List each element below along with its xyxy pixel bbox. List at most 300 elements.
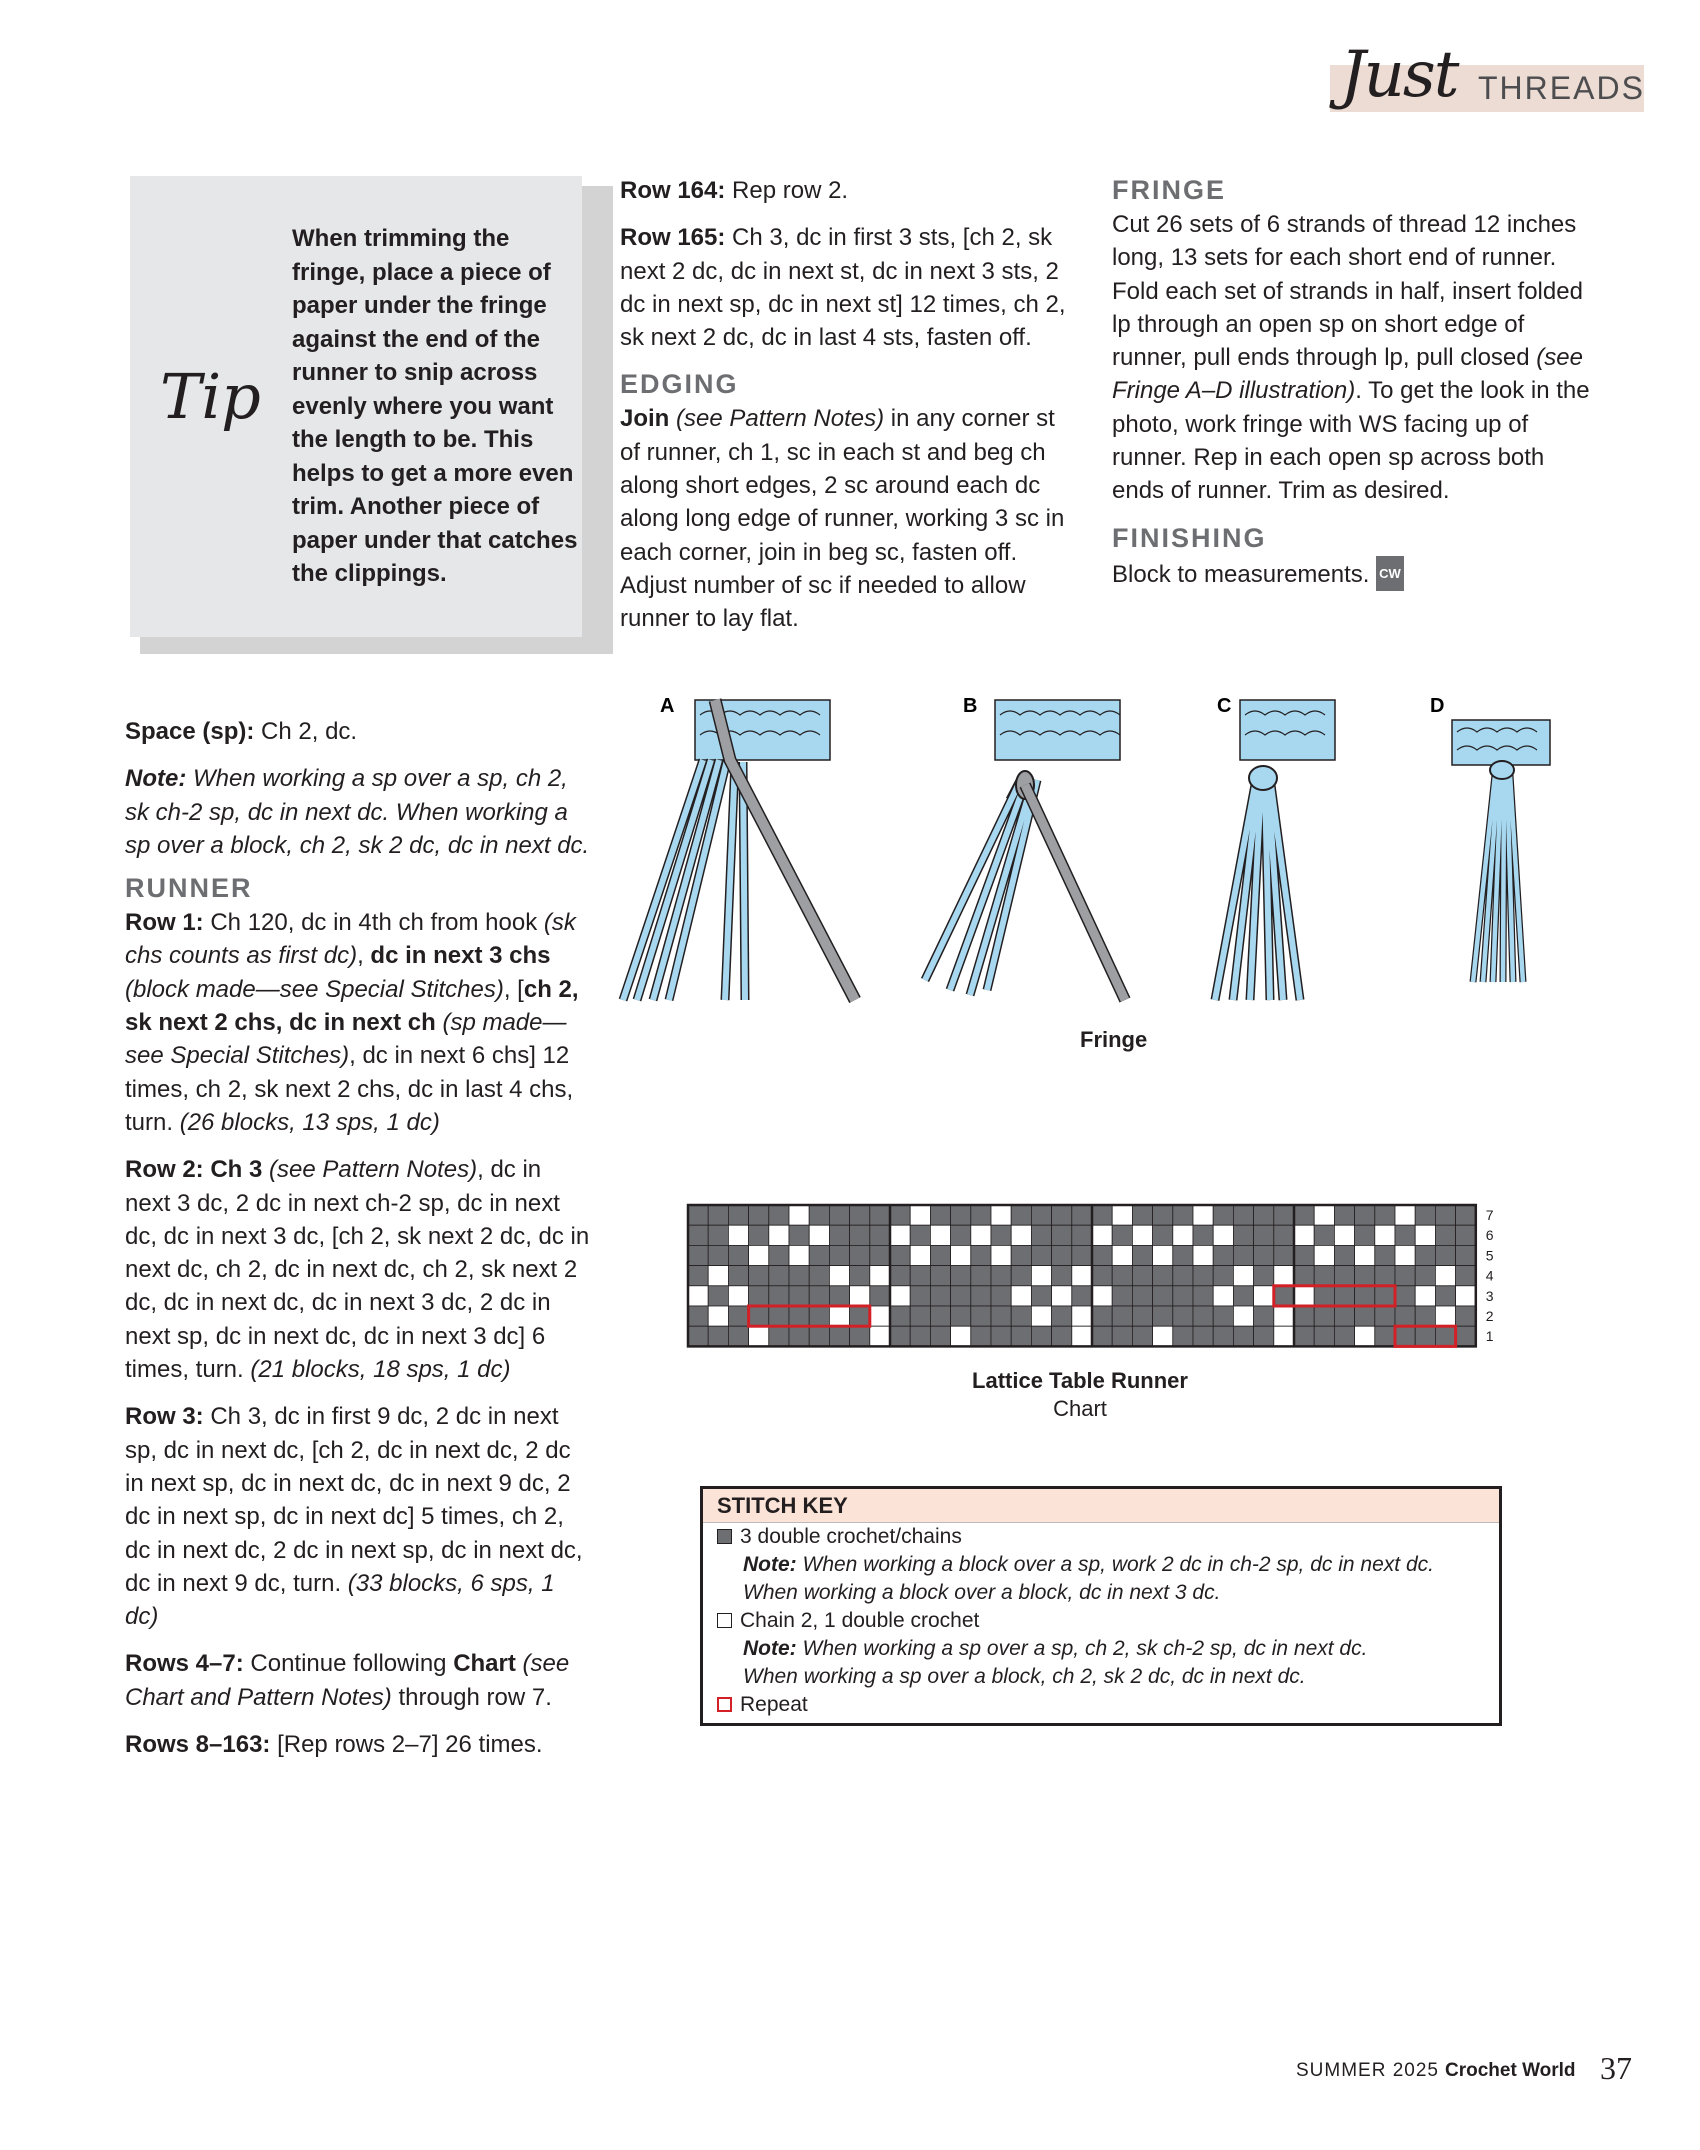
- chart-block-cell: [688, 1266, 708, 1286]
- chart-block-cell: [749, 1225, 769, 1245]
- chart-block-cell: [1031, 1286, 1051, 1306]
- chart-space-cell: [1072, 1306, 1092, 1326]
- chart-block-cell: [971, 1266, 991, 1286]
- right-column: [1112, 174, 1592, 605]
- chart-row-label: 6: [1485, 1227, 1494, 1244]
- chart-space-cell: [1031, 1266, 1051, 1286]
- chart-space-cell: [870, 1266, 890, 1286]
- chart-space-cell: [951, 1245, 971, 1265]
- chart-block-cell: [890, 1326, 910, 1346]
- edging-heading: EDGING: [620, 369, 739, 400]
- chart-block-cell: [1294, 1266, 1314, 1286]
- row-1: Row 1: Ch 120, dc in 4th ch from hook (sk chs counts as first dc), dc in next 3 chs (block made—see Special Stitches), [ch 2, sk next 2 chs, dc in next ch (sp made—see Special Stitches), dc in next 6 chs] 12 times, ch 2, sk next 2 chs, dc in last 4 chs, turn. (26 blocks, 13 sps, 1 dc): [125, 909, 579, 1136]
- chart-block-cell: [1092, 1205, 1112, 1225]
- chart-block-cell: [1375, 1266, 1395, 1286]
- fringe-letter-c: C: [1217, 695, 1232, 717]
- chart-block-cell: [1395, 1225, 1415, 1245]
- chart-block-cell: [850, 1225, 870, 1245]
- chart-space-cell: [1435, 1266, 1455, 1286]
- chart-block-cell: [728, 1306, 748, 1326]
- chart-block-cell: [829, 1286, 849, 1306]
- chart-block-cell: [809, 1205, 829, 1225]
- chart-block-cell: [1011, 1205, 1031, 1225]
- chart-block-cell: [1031, 1205, 1051, 1225]
- chart-block-cell: [1213, 1266, 1233, 1286]
- chart-block-cell: [1314, 1225, 1334, 1245]
- chart-block-cell: [1355, 1225, 1375, 1245]
- chart-block-cell: [1375, 1205, 1395, 1225]
- chart-block-cell: [1435, 1245, 1455, 1265]
- chart-block-cell: [1092, 1245, 1112, 1265]
- chart-block-cell: [951, 1286, 971, 1306]
- chart-block-cell: [1153, 1266, 1173, 1286]
- chart-block-cell: [1173, 1245, 1193, 1265]
- chart-block-cell: [1132, 1306, 1152, 1326]
- chart-space-cell: [1072, 1326, 1092, 1346]
- section-script-label: Just: [1340, 38, 1458, 112]
- chart-block-cell: [769, 1326, 789, 1346]
- chart-block-cell: [991, 1266, 1011, 1286]
- chart-block-cell: [1355, 1266, 1375, 1286]
- chart-block-cell: [1274, 1245, 1294, 1265]
- fringe-letter-a: A: [660, 695, 675, 717]
- chart-block-cell: [1415, 1245, 1435, 1265]
- key-space-note-2: When working a sp over a block, ch 2, sk 2 dc, dc in next dc.: [743, 1665, 1306, 1688]
- chart-space-cell: [708, 1266, 728, 1286]
- chart-block-cell: [910, 1286, 930, 1306]
- chart-block-cell: [1456, 1225, 1476, 1245]
- chart-block-cell: [1254, 1306, 1274, 1326]
- fringe-heading: FRINGE: [1112, 175, 1227, 205]
- chart-block-cell: [930, 1306, 950, 1326]
- chart-block-cell: [930, 1266, 950, 1286]
- chart-space-cell: [1334, 1225, 1354, 1245]
- chart-block-cell: [971, 1306, 991, 1326]
- chart-block-cell: [1153, 1225, 1173, 1245]
- chart-block-cell: [1395, 1306, 1415, 1326]
- chart-block-cell: [1092, 1306, 1112, 1326]
- chart-space-cell: [910, 1245, 930, 1265]
- chart-space-cell: [1193, 1245, 1213, 1265]
- space-note: Note: When working a sp over a sp, ch 2, sk ch-2 sp, dc in next dc. When working a sp over a block, ch 2, sk 2 dc, dc in next dc.: [125, 765, 590, 859]
- chart-block-cell: [850, 1205, 870, 1225]
- chart-block-cell: [789, 1326, 809, 1346]
- chart-block-cell: [829, 1205, 849, 1225]
- chart-row-label: 5: [1485, 1247, 1494, 1264]
- chart-block-cell: [1375, 1326, 1395, 1346]
- chart-block-cell: [1395, 1286, 1415, 1306]
- chart-block-cell: [1233, 1205, 1253, 1225]
- chart-block-cell: [1112, 1225, 1132, 1245]
- chart-block-cell: [1375, 1286, 1395, 1306]
- chart-block-cell: [1375, 1306, 1395, 1326]
- chart-block-cell: [991, 1286, 1011, 1306]
- chart-block-cell: [850, 1306, 870, 1326]
- chart-space-cell: [1031, 1306, 1051, 1326]
- chart-block-cell: [1294, 1245, 1314, 1265]
- chart-block-cell: [870, 1225, 890, 1245]
- chart-space-cell: [890, 1225, 910, 1245]
- chart-block-cell: [1355, 1205, 1375, 1225]
- chart-space-cell: [991, 1245, 1011, 1265]
- chart-block-cell: [971, 1245, 991, 1265]
- issue-label: SUMMER 2025: [1296, 2060, 1439, 2081]
- chart-space-cell: [1375, 1225, 1395, 1245]
- chart-space-cell: [1011, 1286, 1031, 1306]
- chart-block-cell: [1092, 1326, 1112, 1346]
- chart-block-cell: [850, 1266, 870, 1286]
- chart-space-cell: [1153, 1326, 1173, 1346]
- chart-block-cell: [1072, 1286, 1092, 1306]
- fringe-text: Cut 26 sets of 6 strands of thread 12 inches long, 13 sets for each short end of runner. Fold each set of strands in half, insert folded lp through an open sp on short edge of runner, pull ends through lp, pull closed (see Fringe A–D illustration). To get the look in the photo, work fringe with WS facing up of runner. Rep in each open sp across both ends of runner. Trim as desired.: [1112, 211, 1590, 505]
- chart-block-cell: [930, 1286, 950, 1306]
- chart-block-cell: [1112, 1306, 1132, 1326]
- chart-block-cell: [890, 1266, 910, 1286]
- cw-end-badge: CW: [1376, 556, 1404, 591]
- chart-block-cell: [769, 1306, 789, 1326]
- chart-block-cell: [991, 1225, 1011, 1245]
- chart-block-cell: [769, 1245, 789, 1265]
- chart-block-cell: [1052, 1245, 1072, 1265]
- chart-block-cell: [749, 1266, 769, 1286]
- chart-block-cell: [1314, 1326, 1334, 1346]
- chart-space-cell: [991, 1205, 1011, 1225]
- chart-row-label: 4: [1485, 1267, 1494, 1284]
- chart-block-cell: [1233, 1286, 1253, 1306]
- chart-space-cell: [1052, 1286, 1072, 1306]
- tip-text: When trimming the fringe, place a piece of paper under the fringe against the end of the runner to snip across evenly where you want the length to be. This helps to get a more even trim. Another piece of paper under that catches the clippings.: [292, 225, 578, 587]
- chart-block-cell: [1193, 1266, 1213, 1286]
- chart-block-cell: [809, 1326, 829, 1346]
- chart-block-cell: [870, 1286, 890, 1306]
- middle-column: [620, 174, 1080, 650]
- chart-block-cell: [1213, 1326, 1233, 1346]
- chart-space-cell: [1233, 1306, 1253, 1326]
- chart-block-cell: [829, 1245, 849, 1265]
- chart-space-cell: [930, 1225, 950, 1245]
- chart-block-cell: [789, 1266, 809, 1286]
- chart-block-cell: [728, 1326, 748, 1346]
- chart-space-cell: [1112, 1245, 1132, 1265]
- chart-block-cell: [1334, 1306, 1354, 1326]
- left-column: [125, 715, 590, 1775]
- chart-block-cell: [1072, 1245, 1092, 1265]
- chart-space-cell: [1415, 1225, 1435, 1245]
- chart-block-cell: [1314, 1266, 1334, 1286]
- chart-block-cell: [829, 1225, 849, 1245]
- fringe-step-a: [623, 700, 855, 1000]
- chart-block-cell: [1213, 1205, 1233, 1225]
- chart-block-cell: [1314, 1286, 1334, 1306]
- chart-block-cell: [991, 1326, 1011, 1346]
- chart-block-cell: [1274, 1225, 1294, 1245]
- chart-space-cell: [1092, 1225, 1112, 1245]
- chart-block-cell: [1415, 1205, 1435, 1225]
- chart-block-cell: [1193, 1326, 1213, 1346]
- chart-block-cell: [1052, 1266, 1072, 1286]
- chart-block-cell: [1435, 1225, 1455, 1245]
- chart-space-cell: [850, 1286, 870, 1306]
- chart-block-cell: [951, 1266, 971, 1286]
- chart-block-cell: [1435, 1205, 1455, 1225]
- chart-block-cell: [890, 1245, 910, 1265]
- chart-block-cell: [688, 1306, 708, 1326]
- chart-block-cell: [1435, 1326, 1455, 1346]
- chart-space-cell: [1314, 1245, 1334, 1265]
- row-2: Row 2: Ch 3 (see Pattern Notes), dc in next 3 dc, 2 dc in next ch-2 sp, dc in next dc, dc in next 3 dc, [ch 2, sk next 2 dc, dc in next dc, ch 2, dc in next dc, ch 2, sk next 2 dc, dc in next dc, dc in next 3 dc, 2 dc in next sp, dc in next dc, dc in next 3 dc] 6 times, turn. (21 blocks, 18 sps, 1 dc): [125, 1156, 590, 1384]
- chart-block-cell: [1254, 1266, 1274, 1286]
- chart-block-cell: [809, 1306, 829, 1326]
- chart-caption: [900, 1367, 1260, 1423]
- chart-space-cell: [1435, 1306, 1455, 1326]
- chart-space-cell: [728, 1225, 748, 1245]
- chart-space-cell: [1274, 1326, 1294, 1346]
- page-number: 37: [1600, 2050, 1632, 2086]
- chart-block-cell: [1052, 1225, 1072, 1245]
- chart-block-cell: [930, 1205, 950, 1225]
- chart-block-cell: [890, 1205, 910, 1225]
- chart-block-cell: [1254, 1245, 1274, 1265]
- chart-block-cell: [1456, 1326, 1476, 1346]
- row-3: Row 3: Ch 3, dc in first 9 dc, 2 dc in next sp, dc in next dc, [ch 2, dc in next dc, 2 dc in next sp, dc in next dc, dc in next 9 dc, 2 dc in next sp, dc in next dc] 5 times, ch 2, dc in next dc, 2 dc in next sp, dc in next dc, dc in next 9 dc, turn. (33 blocks, 6 sps, 1 dc): [125, 1403, 583, 1631]
- chart-space-cell: [749, 1245, 769, 1265]
- chart-block-cell: [708, 1245, 728, 1265]
- chart-block-cell: [1233, 1326, 1253, 1346]
- chart-block-cell: [1314, 1306, 1334, 1326]
- chart-space-cell: [1092, 1286, 1112, 1306]
- chart-block-cell: [769, 1266, 789, 1286]
- chart-block-cell: [1456, 1306, 1476, 1326]
- chart-space-cell: [809, 1225, 829, 1245]
- chart-block-cell: [1112, 1286, 1132, 1306]
- finishing-heading: FINISHING: [1112, 522, 1267, 553]
- stitch-key: [700, 1486, 1502, 1726]
- chart-block-cell: [1052, 1326, 1072, 1346]
- chart-space-cell: [789, 1245, 809, 1265]
- space-definition: Space (sp): Ch 2, dc.: [125, 718, 358, 745]
- chart-block-cell: [1294, 1326, 1314, 1346]
- chart-block-cell: [1153, 1205, 1173, 1225]
- chart-space-cell: [749, 1326, 769, 1346]
- chart-space-cell: [971, 1225, 991, 1245]
- chart-block-cell: [789, 1286, 809, 1306]
- key-space-row: Chain 2, 1 double crochet: [703, 1607, 1499, 1635]
- chart-block-cell: [930, 1326, 950, 1346]
- chart-block-cell: [1173, 1326, 1193, 1346]
- chart-block-cell: [1031, 1225, 1051, 1245]
- chart-block-cell: [1456, 1266, 1476, 1286]
- fringe-caption: Fringe: [1080, 1027, 1148, 1052]
- section-label: THREADS: [1478, 70, 1645, 106]
- chart-block-cell: [1254, 1225, 1274, 1245]
- tip-label: Tip: [160, 360, 261, 433]
- key-block-row: 3 double crochet/chains: [703, 1523, 1499, 1551]
- chart-row-label: 2: [1485, 1308, 1494, 1324]
- chart-block-cell: [809, 1266, 829, 1286]
- chart-block-cell: [789, 1225, 809, 1245]
- chart-space-cell: [728, 1286, 748, 1306]
- edging-text: Join (see Pattern Notes) in any corner st of runner, ch 1, sc in each st and beg ch along short edges, 2 sc around each dc along long edge of runner, working 3 sc in each corner, join in beg sc, fasten off. Adjust number of sc if needed to allow runner to lay flat.: [620, 405, 1065, 633]
- space-swatch-icon: [717, 1613, 732, 1628]
- chart-space-cell: [1213, 1286, 1233, 1306]
- fringe-step-c: [1215, 700, 1335, 1000]
- chart-space-cell: [1355, 1245, 1375, 1265]
- chart-block-cell: [971, 1326, 991, 1346]
- chart-block-cell: [1011, 1266, 1031, 1286]
- chart-space-cell: [870, 1306, 890, 1326]
- chart-space-cell: [1011, 1225, 1031, 1245]
- chart-block-cell: [728, 1266, 748, 1286]
- chart-block-cell: [1011, 1326, 1031, 1346]
- chart-block-cell: [1193, 1286, 1213, 1306]
- chart-block-cell: [951, 1306, 971, 1326]
- chart-block-cell: [1213, 1306, 1233, 1326]
- chart-space-cell: [1395, 1245, 1415, 1265]
- chart-block-cell: [1415, 1326, 1435, 1346]
- fringe-letter-b: B: [963, 695, 978, 717]
- chart-block-cell: [1072, 1205, 1092, 1225]
- fringe-step-d: [1452, 720, 1550, 982]
- chart-row-label: 7: [1485, 1207, 1494, 1223]
- chart-block-cell: [1355, 1286, 1375, 1306]
- chart-block-cell: [1193, 1306, 1213, 1326]
- chart-block-cell: [1132, 1286, 1152, 1306]
- lattice-chart: [686, 1203, 1494, 1358]
- chart-block-cell: [1213, 1245, 1233, 1265]
- chart-space-cell: [1233, 1266, 1253, 1286]
- chart-block-cell: [1132, 1205, 1152, 1225]
- chart-block-cell: [910, 1326, 930, 1346]
- chart-block-cell: [1334, 1245, 1354, 1265]
- key-space-note: Note: When working a sp over a sp, ch 2, sk ch-2 sp, dc in next dc.: [743, 1637, 1368, 1660]
- chart-block-cell: [1274, 1205, 1294, 1225]
- chart-space-cell: [890, 1286, 910, 1306]
- chart-block-cell: [1092, 1266, 1112, 1286]
- chart-block-cell: [1173, 1286, 1193, 1306]
- chart-space-cell: [1254, 1286, 1274, 1306]
- chart-block-cell: [1254, 1326, 1274, 1346]
- chart-block-cell: [1395, 1326, 1415, 1346]
- chart-block-cell: [688, 1225, 708, 1245]
- magazine-name: Crochet World: [1445, 2060, 1576, 2081]
- chart-block-cell: [708, 1205, 728, 1225]
- chart-block-cell: [769, 1205, 789, 1225]
- chart-block-cell: [1334, 1205, 1354, 1225]
- block-swatch-icon: [717, 1529, 732, 1544]
- chart-block-cell: [1011, 1245, 1031, 1265]
- chart-block-cell: [850, 1326, 870, 1346]
- row-164: Row 164: Rep row 2.: [620, 177, 849, 204]
- chart-space-cell: [1072, 1266, 1092, 1286]
- key-repeat-row: Repeat: [703, 1691, 1499, 1719]
- chart-block-cell: [951, 1205, 971, 1225]
- repeat-swatch-icon: [717, 1697, 732, 1712]
- chart-block-cell: [890, 1306, 910, 1326]
- chart-block-cell: [1294, 1306, 1314, 1326]
- rows-8-163: Rows 8–163: [Rep rows 2–7] 26 times.: [125, 1731, 543, 1759]
- chart-row-label: 1: [1485, 1328, 1494, 1345]
- chart-block-cell: [1395, 1266, 1415, 1286]
- rows-4-7: Rows 4–7: Continue following Chart (see Chart and Pattern Notes) through row 7.: [125, 1650, 570, 1711]
- chart-title: Lattice Table Runner: [972, 1368, 1188, 1393]
- finishing-text: Block to measurements. CW: [1112, 556, 1592, 591]
- chart-grid: [686, 1203, 1494, 1353]
- chart-space-cell: [789, 1205, 809, 1225]
- chart-block-cell: [688, 1205, 708, 1225]
- chart-space-cell: [1294, 1286, 1314, 1306]
- chart-block-cell: [1254, 1205, 1274, 1225]
- chart-subtitle: Chart: [1053, 1396, 1107, 1421]
- chart-block-cell: [1415, 1266, 1435, 1286]
- chart-block-cell: [1112, 1326, 1132, 1346]
- chart-space-cell: [1274, 1266, 1294, 1286]
- chart-space-cell: [1132, 1225, 1152, 1245]
- chart-block-cell: [1132, 1245, 1152, 1265]
- chart-space-cell: [951, 1326, 971, 1346]
- fringe-illustration: [615, 690, 1695, 1020]
- chart-block-cell: [708, 1286, 728, 1306]
- chart-space-cell: [1193, 1205, 1213, 1225]
- fringe-letter-d: D: [1430, 695, 1445, 717]
- chart-block-cell: [1375, 1245, 1395, 1265]
- stitch-key-heading: STITCH KEY: [703, 1489, 1499, 1523]
- chart-block-cell: [991, 1306, 1011, 1326]
- chart-space-cell: [1294, 1225, 1314, 1245]
- chart-block-cell: [829, 1326, 849, 1346]
- chart-space-cell: [769, 1225, 789, 1245]
- chart-space-cell: [1415, 1286, 1435, 1306]
- chart-space-cell: [1274, 1306, 1294, 1326]
- chart-space-cell: [1112, 1205, 1132, 1225]
- chart-block-cell: [910, 1225, 930, 1245]
- chart-block-cell: [708, 1225, 728, 1245]
- chart-block-cell: [1173, 1306, 1193, 1326]
- chart-block-cell: [1456, 1205, 1476, 1225]
- chart-block-cell: [930, 1245, 950, 1265]
- chart-block-cell: [1112, 1266, 1132, 1286]
- chart-block-cell: [1456, 1245, 1476, 1265]
- fringe-step-b: [925, 700, 1125, 1000]
- chart-block-cell: [1031, 1245, 1051, 1265]
- chart-space-cell: [1355, 1326, 1375, 1346]
- chart-block-cell: [1334, 1326, 1354, 1346]
- chart-space-cell: [829, 1306, 849, 1326]
- chart-block-cell: [708, 1326, 728, 1346]
- chart-block-cell: [1173, 1205, 1193, 1225]
- chart-block-cell: [1233, 1225, 1253, 1245]
- chart-row-label: 3: [1485, 1287, 1494, 1304]
- chart-block-cell: [1435, 1286, 1455, 1306]
- chart-block-cell: [1153, 1306, 1173, 1326]
- chart-block-cell: [1132, 1326, 1152, 1346]
- chart-block-cell: [688, 1326, 708, 1346]
- chart-block-cell: [910, 1306, 930, 1326]
- key-block-note-2: When working a block over a block, dc in next 3 dc.: [743, 1581, 1221, 1604]
- key-block-note: Note: When working a block over a sp, work 2 dc in ch-2 sp, dc in next dc.: [743, 1553, 1434, 1576]
- chart-block-cell: [809, 1286, 829, 1306]
- chart-block-cell: [951, 1225, 971, 1245]
- chart-block-cell: [688, 1245, 708, 1265]
- chart-block-cell: [1294, 1205, 1314, 1225]
- chart-block-cell: [1193, 1225, 1213, 1245]
- chart-space-cell: [1213, 1225, 1233, 1245]
- chart-space-cell: [870, 1326, 890, 1346]
- chart-block-cell: [1334, 1266, 1354, 1286]
- chart-block-cell: [1072, 1225, 1092, 1245]
- chart-block-cell: [1233, 1245, 1253, 1265]
- chart-block-cell: [1052, 1205, 1072, 1225]
- chart-block-cell: [809, 1245, 829, 1265]
